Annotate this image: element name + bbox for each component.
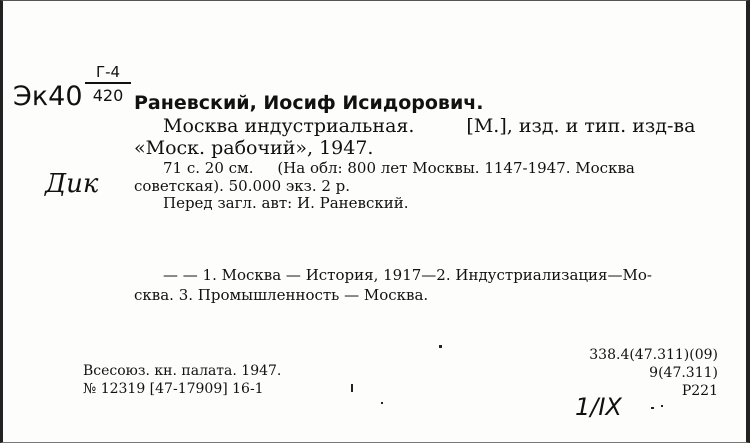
classification-code-2: 9(47.311) [649, 365, 718, 381]
ink-speck [381, 402, 383, 404]
shelf-fraction-bottom: 420 [92, 86, 124, 105]
classification-code-3: P221 [681, 383, 718, 399]
ink-speck [439, 345, 442, 348]
chamber-line-2: № 12319 [47-17909] 16-1 [83, 381, 264, 397]
imprint-text: [М.], изд. и тип. изд-ва [466, 115, 696, 137]
chamber-line-1: Всесоюз. кн. палата. 1947. [83, 363, 282, 379]
shelf-code: Эк40 [13, 81, 83, 112]
shelf-fraction [85, 65, 131, 104]
shelf-fraction-top: Г-4 [85, 65, 131, 84]
margin-handwritten-mark: Дик [45, 169, 99, 199]
author-note: Перед загл. авт: И. Раневский. [163, 194, 409, 212]
ink-speck [661, 405, 663, 407]
title-line-2: «Моск. рабочий», 1947. [134, 137, 374, 159]
ink-speck [651, 407, 654, 409]
title-text: Москва индустриальная. [163, 115, 415, 137]
author-heading: Раневский, Иосиф Исидорович. [134, 92, 484, 114]
pencil-handwritten-mark: 1/IX [575, 393, 622, 421]
physical-description-line-1: 71 с. 20 см. (На обл: 800 лет Москвы. 1147-1947. Москва [163, 159, 635, 177]
ink-speck [351, 384, 353, 392]
subject-headings-line-2: сква. 3. Промышленность — Москва. [134, 286, 429, 304]
physical-description-line-2: советская). 50.000 экз. 2 р. [134, 177, 351, 195]
title-line-1 [163, 115, 695, 137]
subject-headings-line-1: — — 1. Москва — История, 1917—2. Индустриализация—Мо- [163, 266, 652, 284]
classification-code-1: 338.4(47.311)(09) [589, 347, 718, 363]
